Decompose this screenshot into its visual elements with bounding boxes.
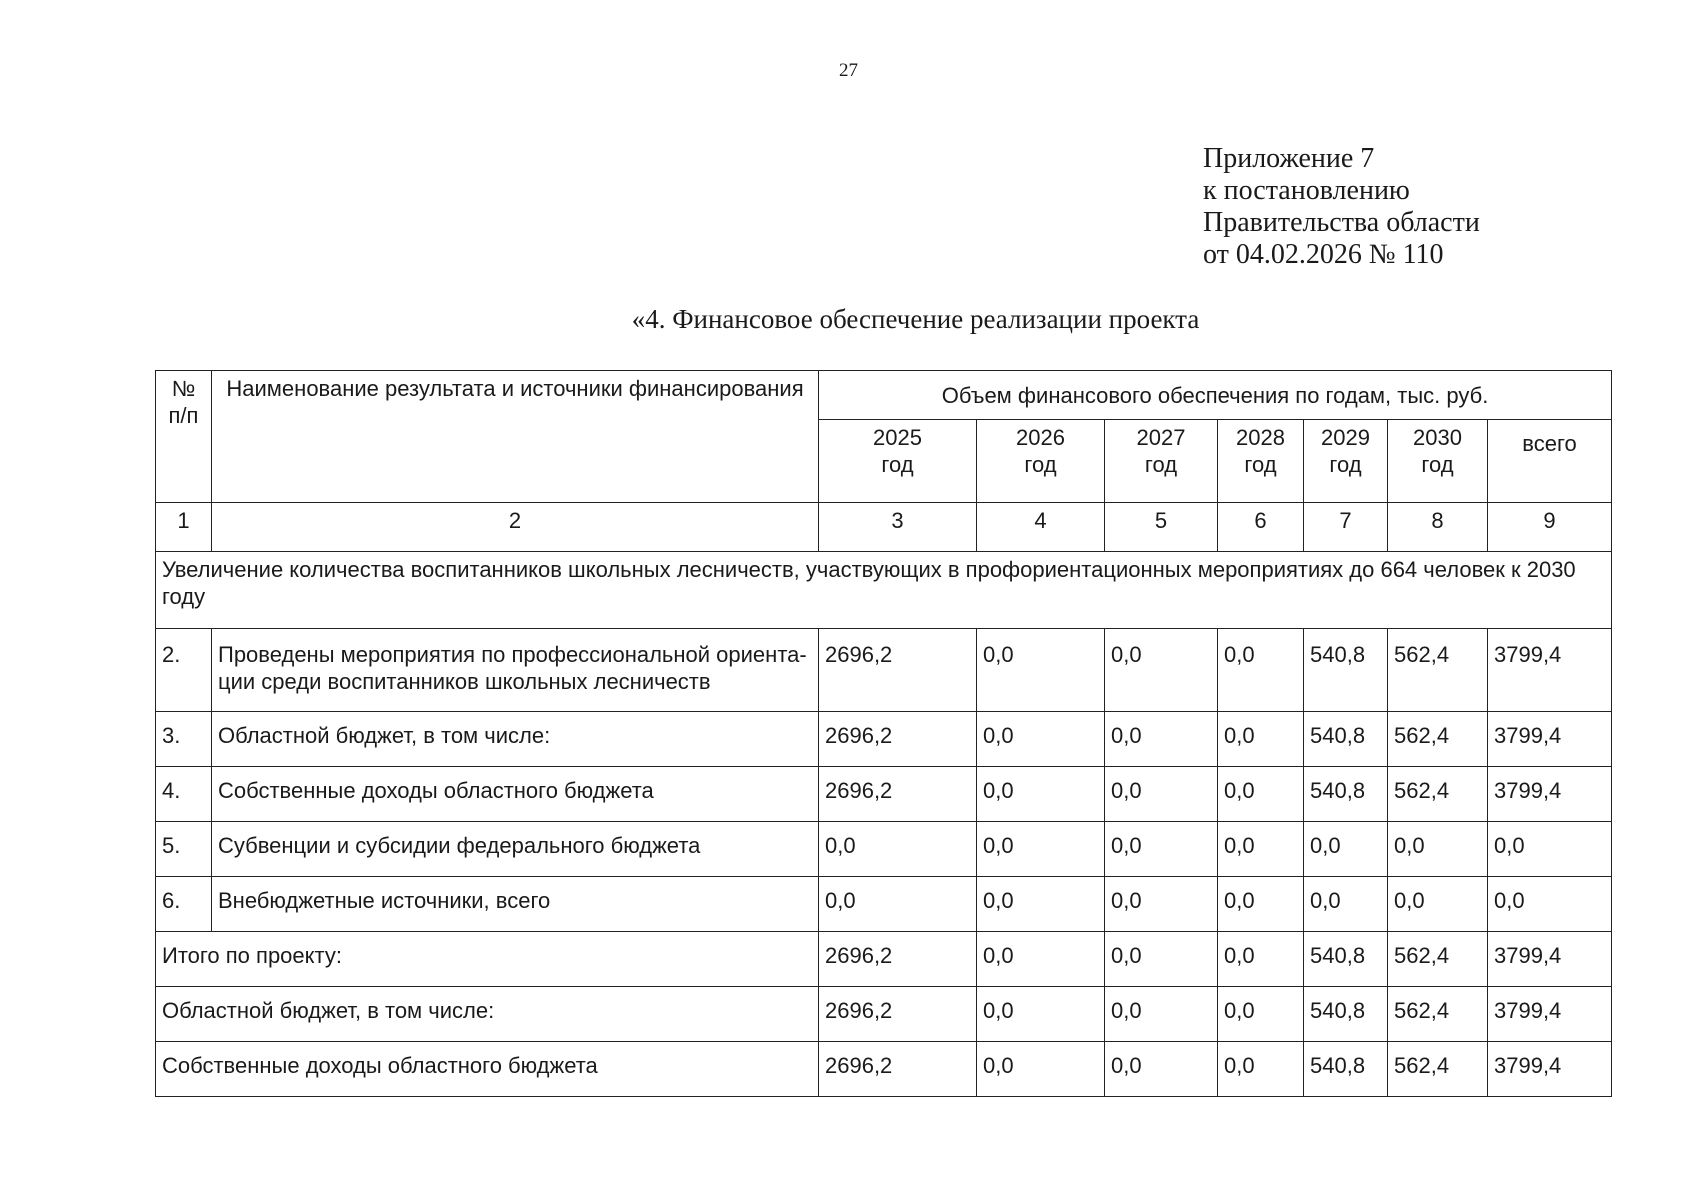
header-year: 2027 год (1105, 420, 1218, 503)
table-row (156, 877, 1612, 932)
row-value: 0,0 (977, 877, 1105, 932)
goal-row (156, 552, 1612, 629)
row-name: Внебюджетные источники, всего (212, 877, 819, 932)
total-value: 540,8 (1304, 1042, 1388, 1097)
header-year: 2030 год (1388, 420, 1488, 503)
header-total: всего (1488, 420, 1612, 503)
row-name: Субвенции и субсидии федерального бюджета (212, 822, 819, 877)
row-value: 0,0 (977, 629, 1105, 712)
page-number: 27 (839, 60, 858, 81)
row-value: 0,0 (1105, 822, 1218, 877)
total-value: 540,8 (1304, 932, 1388, 987)
header-year: 2029 год (1304, 420, 1388, 503)
header-year: 2026 год (977, 420, 1105, 503)
header-year: 2028 год (1218, 420, 1304, 503)
table-row (156, 822, 1612, 877)
col-number: 1 (156, 503, 212, 552)
total-value: 562,4 (1388, 987, 1488, 1042)
row-num: 3. (156, 712, 212, 767)
appendix-line-1: Приложение 7 (1203, 143, 1375, 174)
total-value: 562,4 (1388, 1042, 1488, 1097)
column-numbers-row (156, 503, 1612, 552)
total-value: 2696,2 (819, 987, 977, 1042)
row-value: 0,0 (1218, 629, 1304, 712)
col-number: 9 (1488, 503, 1612, 552)
row-value: 540,8 (1304, 767, 1388, 822)
row-value: 540,8 (1304, 629, 1388, 712)
row-name: Собственные доходы областного бюджета (212, 767, 819, 822)
row-value: 0,0 (1488, 822, 1612, 877)
col-number: 7 (1304, 503, 1388, 552)
total-value: 0,0 (977, 987, 1105, 1042)
header-row-top (156, 371, 1612, 420)
section-title-wrap (0, 304, 1697, 335)
appendix-line-4: от 04.02.2026 № 110 (1203, 239, 1444, 270)
total-value: 0,0 (977, 932, 1105, 987)
col-number: 2 (212, 503, 819, 552)
row-value: 0,0 (1105, 712, 1218, 767)
total-value: 3799,4 (1488, 932, 1612, 987)
goal-text: Увеличение количества воспитанников школьных лесничеств, участвующих в профориентационных мероприятиях до 664 человек к 2030 году (156, 552, 1612, 629)
row-value: 0,0 (977, 767, 1105, 822)
financing-table (155, 370, 1612, 1097)
row-value: 0,0 (1304, 822, 1388, 877)
header-num: № п/п (156, 371, 212, 503)
total-value: 2696,2 (819, 1042, 977, 1097)
table-row (156, 629, 1612, 712)
total-value: 0,0 (1105, 1042, 1218, 1097)
header-volume: Объем финансового обеспечения по годам, тыс. руб. (819, 371, 1612, 420)
row-value: 3799,4 (1488, 629, 1612, 712)
total-value: 0,0 (1218, 932, 1304, 987)
row-name: Проведены мероприятия по профессиональной ориента-ции среди воспитанников школьных лесничеств (212, 629, 819, 712)
row-value: 0,0 (1218, 822, 1304, 877)
row-value: 0,0 (1488, 877, 1612, 932)
col-number: 5 (1105, 503, 1218, 552)
row-value: 540,8 (1304, 712, 1388, 767)
total-value: 0,0 (1218, 1042, 1304, 1097)
row-value: 0,0 (1105, 767, 1218, 822)
col-number: 8 (1388, 503, 1488, 552)
table-row (156, 712, 1612, 767)
row-value: 2696,2 (819, 712, 977, 767)
row-value: 0,0 (1218, 767, 1304, 822)
total-name: Итого по проекту: (156, 932, 819, 987)
row-value: 3799,4 (1488, 767, 1612, 822)
total-value: 3799,4 (1488, 1042, 1612, 1097)
row-value: 0,0 (977, 822, 1105, 877)
row-num: 5. (156, 822, 212, 877)
row-value: 0,0 (1105, 629, 1218, 712)
table-row (156, 767, 1612, 822)
row-name: Областной бюджет, в том числе: (212, 712, 819, 767)
total-value: 3799,4 (1488, 987, 1612, 1042)
total-value: 0,0 (1105, 932, 1218, 987)
total-value: 540,8 (1304, 987, 1388, 1042)
total-value: 0,0 (1105, 987, 1218, 1042)
row-num: 4. (156, 767, 212, 822)
row-value: 0,0 (1218, 877, 1304, 932)
total-value: 0,0 (977, 1042, 1105, 1097)
total-value: 562,4 (1388, 932, 1488, 987)
row-value: 0,0 (1218, 712, 1304, 767)
total-name: Собственные доходы областного бюджета (156, 1042, 819, 1097)
row-value: 0,0 (1105, 877, 1218, 932)
appendix-block (1203, 143, 1480, 271)
total-row (156, 1042, 1612, 1097)
appendix-line-2: к постановлению (1203, 175, 1410, 206)
row-value: 2696,2 (819, 629, 977, 712)
row-value: 0,0 (1388, 822, 1488, 877)
row-value: 2696,2 (819, 767, 977, 822)
col-number: 3 (819, 503, 977, 552)
col-number: 4 (977, 503, 1105, 552)
row-value: 0,0 (977, 712, 1105, 767)
row-value: 3799,4 (1488, 712, 1612, 767)
total-row (156, 987, 1612, 1042)
total-value: 2696,2 (819, 932, 977, 987)
total-row (156, 932, 1612, 987)
appendix-line-3: Правительства области (1203, 207, 1480, 238)
total-name: Областной бюджет, в том числе: (156, 987, 819, 1042)
col-number: 6 (1218, 503, 1304, 552)
row-value: 0,0 (1388, 877, 1488, 932)
row-value: 0,0 (1304, 877, 1388, 932)
header-year: 2025 год (819, 420, 977, 503)
row-num: 2. (156, 629, 212, 712)
row-value: 0,0 (819, 877, 977, 932)
header-name: Наименование результата и источники финансирования (212, 371, 819, 503)
row-value: 562,4 (1388, 629, 1488, 712)
row-num: 6. (156, 877, 212, 932)
row-value: 562,4 (1388, 712, 1488, 767)
row-value: 0,0 (819, 822, 977, 877)
section-title: «4. Финансовое обеспечение реализации проекта (631, 304, 1200, 334)
total-value: 0,0 (1218, 987, 1304, 1042)
row-value: 562,4 (1388, 767, 1488, 822)
